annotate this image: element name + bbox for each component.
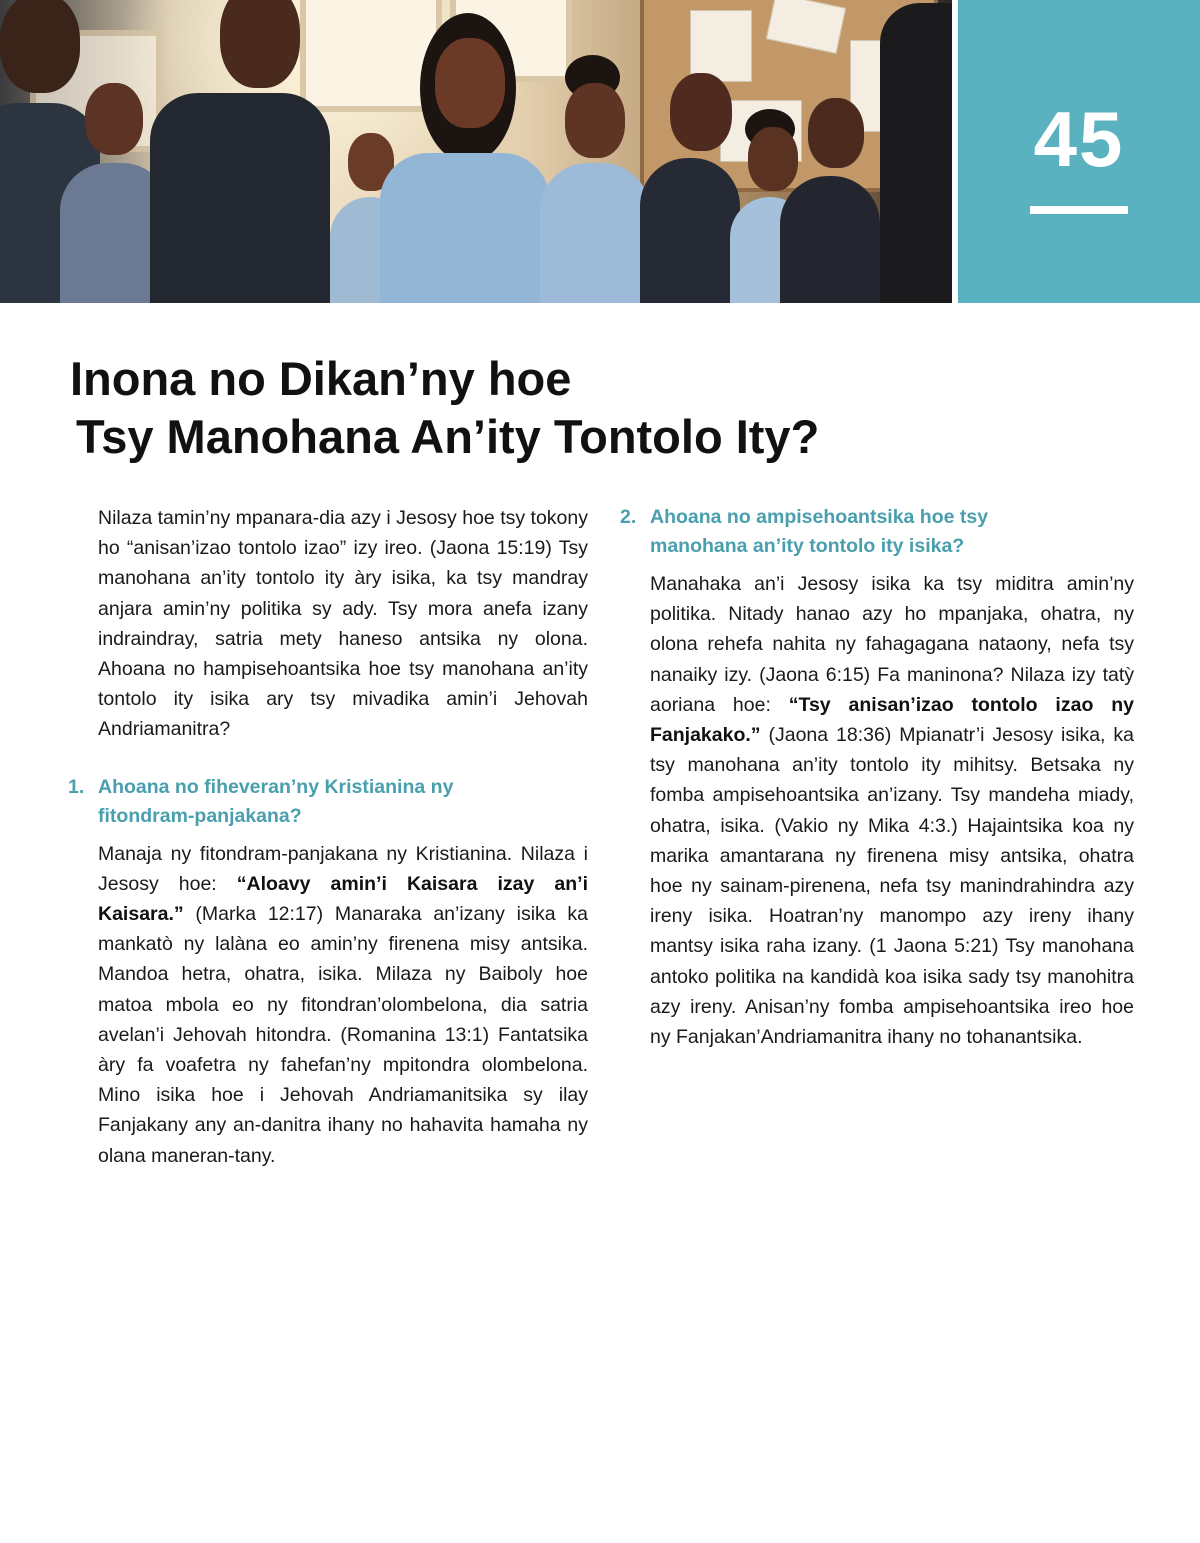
title-line-2: Tsy Manohana An’ity Tontolo Ity?	[76, 410, 820, 463]
section-2-question	[620, 503, 1134, 561]
section-1-question	[68, 773, 588, 831]
section-1-number: 1.	[68, 775, 85, 798]
section-1-question-text: Ahoana no fiheveran’ny Kristianina ny fitondram-panjakana?	[98, 775, 454, 827]
section-2-text-before: Manahaka an’i Jesosy isika ka tsy miditra amin’ny politika. Nitady hanao azy ho mpanjaka, ohatra, ny olona rehefa nahita ny fahagagana nataony, nefa tsy nanaiky izy. (Jaona 6:15) Fa maninona? Nilaza izy tatỳ aoriana hoe:	[650, 573, 1134, 716]
section-1-quote: “Aloavy amin’i Kaisara izay an’i Kaisara.”	[98, 872, 588, 926]
section-2-question-text: Ahoana no ampisehoantsika hoe tsy manohana an’ity tontolo ity isika?	[650, 506, 989, 557]
lesson-number: 45	[1033, 95, 1125, 183]
lesson-number-badge	[958, 0, 1200, 303]
right-column	[620, 503, 1134, 1052]
intro-paragraph: Nilaza tamin’ny mpanara-dia azy i Jesosy hoe tsy tokony ho “anisan’izao tontolo izao” izy ireo. (Jaona 15:19) Tsy manohana an’ity tontolo ity àry isika, ka tsy mandray anjara amin’ny politika sy ady. Tsy mora anefa izany indraindray, satria mety haneso antsika ny olona. Ahoana no hampisehoantsika hoe tsy manohana an’ity tontolo ity isika ary tsy mivadika amin’i Jehovah Andriamanitra?	[98, 507, 588, 741]
title-line-1: Inona no Dikan’ny hoe	[70, 352, 572, 405]
person-figure	[780, 98, 880, 303]
person-figure	[880, 3, 952, 303]
section-1-text-after: (Marka 12:17) Manaraka an’izany isika ka mankatò ny lalàna eo amin’ny firenena misy antsika. Mandoa hetra, ohatra, isika. Milaza ny Baiboly hoe matoa mbola eo ny fitondran’olombelona, dia satria avelan’i Jehovah hitondra. (Romanina 13:1) Fantatsika àry fa voafetra ny fahefan’ny mpitondra olombelona. Mino isika hoe i Jehovah Andriamanitsika sy ilay Fanjakany any an-danitra ihany no hahavita hamaha ny olana maneran-tany.	[98, 903, 588, 1167]
section-2-text-after: (Jaona 18:36) Mpianatr’i Jesosy isika, ka tsy manohana an’ity tontolo ity mihitsy. Betsaka ny fomba ampisehoantsika an’izany. Tsy mandeha miady, ohatra, isika. (Vakio ny Mika 4:3.) Hajaintsika koa ny marika amantarana ny firenena misy antsika, ohatra hoe ny sainam-pirenena, nefa tsy manindrahindra azy ireny isika. Hoatran’ny manompo azy ireny ihany mantsy isika raha izany. (1 Jaona 5:21) Tsy manohana antoko politika na kandidà koa isika sady tsy manohitra azy ireny. Anisan’ny fomba ampisehoantsika ireo hoe ny Fanjakan’Andriamanitra ihany no tohanantsika.	[650, 724, 1134, 1049]
section-2-quote: “Tsy anisan’izao tontolo izao ny Fanjakako.”	[650, 693, 1134, 747]
section-1-text-before: Manaja ny fitondram-panjakana ny Kristianina. Nilaza i Jesosy hoe:	[98, 842, 588, 895]
section-1-paragraph	[98, 839, 588, 1171]
person-figure	[150, 0, 330, 303]
page-title	[70, 350, 1130, 466]
section-2-number: 2.	[620, 506, 637, 528]
left-column	[68, 503, 588, 1171]
person-figure	[640, 73, 740, 303]
poster	[690, 10, 752, 82]
header-photo	[0, 0, 952, 303]
person-figure	[540, 63, 650, 303]
section-2-paragraph	[650, 569, 1134, 1052]
badge-underline	[1030, 206, 1128, 214]
person-figure	[380, 23, 550, 303]
